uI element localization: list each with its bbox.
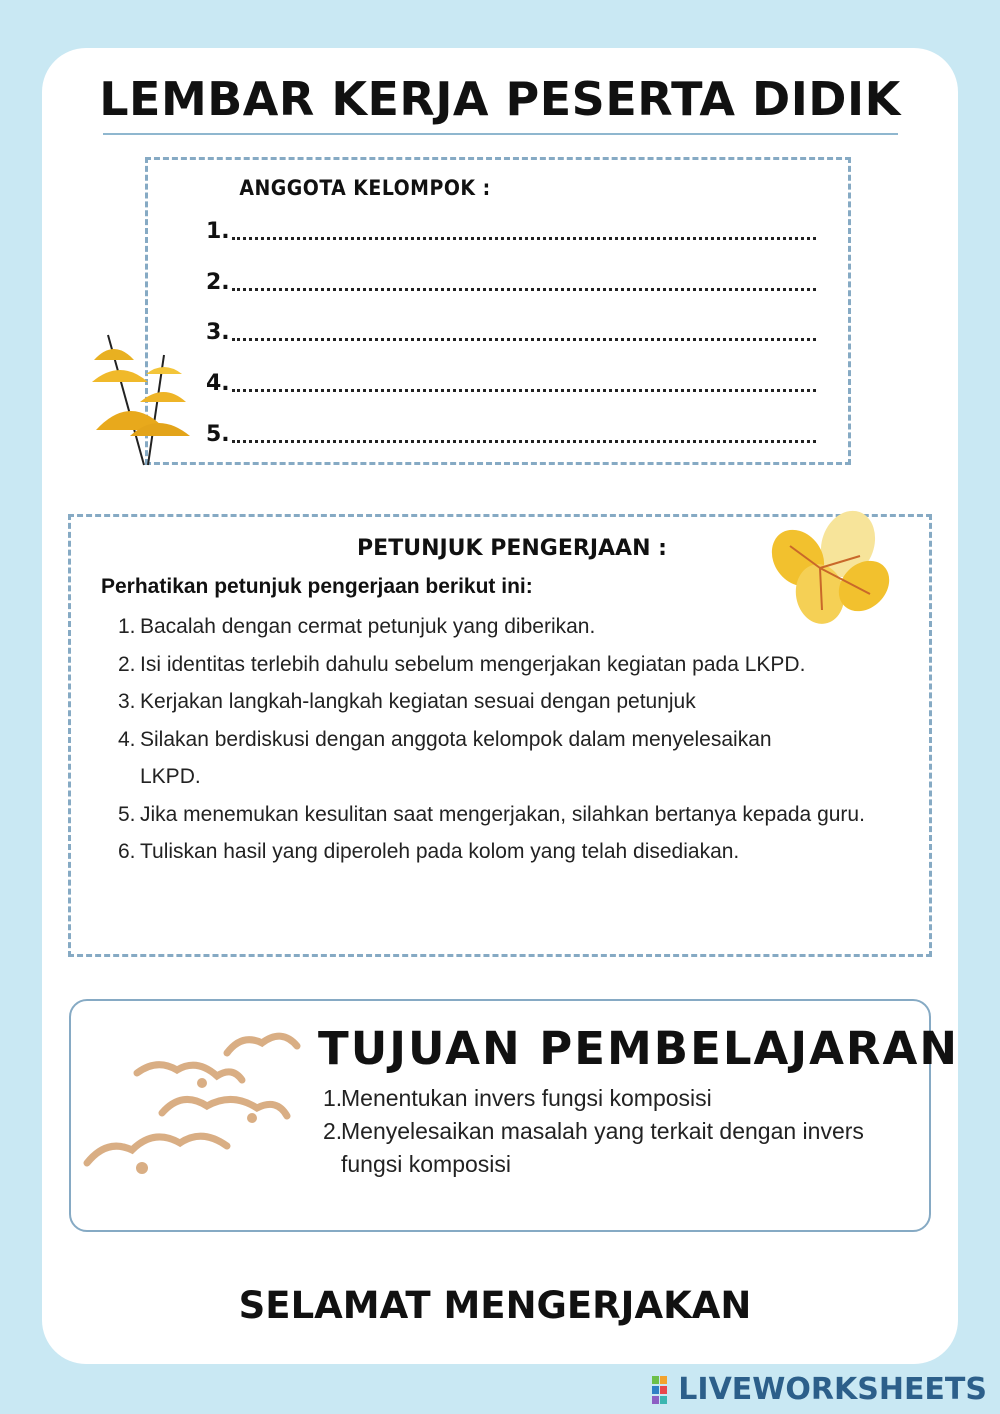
member-entry-5: [206, 417, 816, 447]
frangipani-flower-icon: [760, 506, 900, 626]
instructions-heading: PETUNJUK PENGERJAAN :: [357, 536, 667, 561]
item-text: Menyelesaikan masalah yang terkait dengan invers fungsi komposisi: [341, 1118, 864, 1177]
member-name-field[interactable]: [232, 318, 816, 341]
member-number: 1.: [206, 219, 230, 244]
member-entry-4: [206, 366, 816, 396]
item-number: 1.: [118, 615, 136, 638]
list-item: [118, 646, 918, 684]
item-number: 2.: [323, 1118, 343, 1144]
item-number: 1.: [323, 1085, 343, 1111]
liveworksheets-logo-icon: [652, 1376, 676, 1404]
member-number: 2.: [206, 270, 230, 295]
item-number: 3.: [118, 690, 136, 713]
member-entry-1: [206, 214, 816, 244]
member-name-field[interactable]: [232, 369, 816, 392]
objectives-heading: TUJUAN PEMBELAJARAN: [318, 1022, 960, 1075]
member-entry-3: [206, 315, 816, 345]
item-number: 2.: [118, 652, 136, 676]
member-name-field[interactable]: [232, 217, 816, 240]
item-text: Kerjakan langkah-langkah kegiatan sesuai dengan petunjuk: [140, 690, 696, 713]
instructions-list: [118, 608, 918, 871]
page-title: LEMBAR KERJA PESERTA DIDIK: [99, 72, 901, 126]
brand-watermark: [652, 1372, 987, 1407]
member-name-field[interactable]: [232, 268, 816, 291]
list-item: [323, 1115, 903, 1181]
list-item: [118, 683, 918, 721]
item-number: 4.: [118, 727, 136, 751]
item-text: Menentukan invers fungsi komposisi: [341, 1085, 712, 1111]
instructions-intro: Perhatikan petunjuk pengerjaan berikut ini:: [101, 575, 533, 598]
list-item: [118, 833, 918, 871]
member-name-field[interactable]: [232, 420, 816, 443]
closing-message: SELAMAT MENGERJAKAN: [238, 1284, 752, 1327]
ceremonial-umbrella-icon: [86, 330, 196, 470]
member-number: 3.: [206, 320, 230, 345]
member-entry-2: [206, 265, 816, 295]
title-divider: [103, 133, 898, 135]
list-item: [323, 1082, 903, 1115]
list-item: [118, 796, 918, 834]
list-item: [118, 721, 918, 796]
cloud-ornament-icon: [82, 1028, 307, 1188]
objectives-list: [323, 1082, 903, 1181]
item-text: Jika menemukan kesulitan saat mengerjakan, silahkan bertanya kepada guru.: [140, 802, 865, 826]
brand-name: LIVEWORKSHEETS: [678, 1372, 987, 1407]
member-number: 5.: [206, 422, 230, 447]
members-heading: ANGGOTA KELOMPOK :: [239, 176, 491, 200]
member-number: 4.: [206, 371, 230, 396]
item-text: Bacalah dengan cermat petunjuk yang diberikan.: [140, 615, 596, 638]
item-text: Tuliskan hasil yang diperoleh pada kolom yang telah disediakan.: [140, 840, 740, 863]
item-number: 6.: [118, 840, 136, 863]
item-text: Isi identitas terlebih dahulu sebelum mengerjakan kegiatan pada LKPD.: [140, 652, 806, 676]
item-number: 5.: [118, 802, 136, 826]
item-text: Silakan berdiskusi dengan anggota kelompok dalam menyelesaikan LKPD.: [140, 727, 772, 788]
